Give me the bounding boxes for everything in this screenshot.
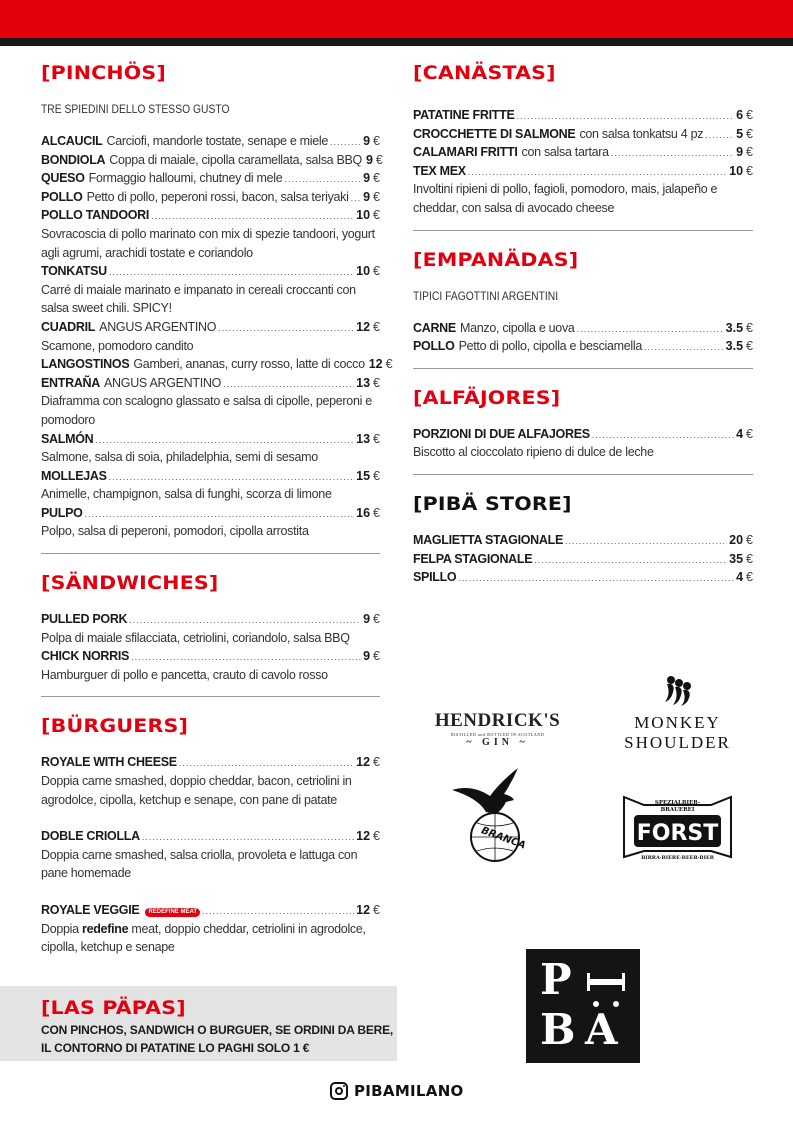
menu-items xyxy=(413,531,753,587)
item-name: SPILLO xyxy=(413,570,457,585)
item-description: Doppia carne smashed, salsa criolla, provoleta e lattuga con pane homemade xyxy=(41,847,358,881)
leader-dots xyxy=(534,551,727,570)
piba-logo: P B A xyxy=(526,949,640,1063)
item-name: PULPO xyxy=(41,505,83,520)
menu-item xyxy=(41,504,380,541)
monkey-shoulder-logo: MONKEY SHOULDER xyxy=(610,672,745,753)
menu-item xyxy=(41,206,380,262)
item-price: 9 € xyxy=(365,152,383,167)
section-alfajores xyxy=(413,385,753,475)
section-title: [EMPANÄDAS] xyxy=(413,248,579,271)
item-price: 35 € xyxy=(729,551,753,566)
leader-dots xyxy=(109,468,354,487)
leader-dots xyxy=(202,902,354,921)
item-price: 4 € xyxy=(736,570,753,585)
menu-item xyxy=(413,143,753,162)
leader-dots xyxy=(284,170,361,189)
leader-dots xyxy=(611,144,734,163)
item-price: 9 € xyxy=(363,189,380,204)
item-price: 12 € xyxy=(356,755,380,770)
item-name: LANGOSTINOS xyxy=(41,357,130,372)
leader-dots xyxy=(705,126,734,145)
item-price: 16 € xyxy=(356,505,380,520)
menu-items xyxy=(413,319,753,356)
menu-item xyxy=(413,125,753,144)
item-subtitle: Petto di pollo, peperoni rossi, bacon, salsa teriyaki xyxy=(86,189,349,204)
section-title: [PINCHÖS] xyxy=(41,62,167,84)
menu-items xyxy=(413,425,753,462)
leader-dots xyxy=(151,207,354,226)
item-name: MAGLIETTA STAGIONALE xyxy=(413,532,564,547)
menu-items xyxy=(41,753,380,956)
item-subtitle: Gamberi, ananas, curry rosso, latte di cocco xyxy=(133,357,365,372)
item-name: PULLED PORK xyxy=(41,612,128,627)
item-name: POLLO xyxy=(41,189,83,204)
menu-item xyxy=(413,531,753,550)
item-subtitle: con salsa tartara xyxy=(521,145,609,160)
redefine-meat-badge-icon: REDEFINE MEAT xyxy=(145,908,200,917)
section-empanadas xyxy=(413,247,753,369)
item-name: ENTRAÑA xyxy=(41,375,101,390)
leader-dots xyxy=(95,431,354,450)
item-subtitle: ANGUS ARGENTINO xyxy=(104,375,222,390)
item-subtitle: Formaggio halloumi, chutney di mele xyxy=(88,171,283,186)
papas-note-line-1: CON PINCHOS, SANDWICH O BURGUER, SE ORDINI DA BERE, xyxy=(41,1023,394,1037)
menu-item xyxy=(413,337,753,356)
item-name: PATATINE FRITTE xyxy=(413,108,515,122)
leader-dots xyxy=(218,319,354,338)
divider xyxy=(41,553,380,554)
menu-items xyxy=(41,132,393,541)
section-title: [SÄNDWICHES] xyxy=(41,572,219,595)
leader-dots xyxy=(85,505,355,524)
section-burguers xyxy=(41,713,380,956)
leader-dots xyxy=(458,569,734,588)
menu-item xyxy=(41,355,393,374)
item-price: 10 € xyxy=(356,264,380,279)
item-subtitle: Coppa di maiale, cipolla caramellata, salsa BBQ xyxy=(109,152,362,167)
item-subtitle: Carciofi, mandorle tostate, senape e miele xyxy=(106,134,329,148)
item-name: CUADRIL xyxy=(41,319,96,334)
section-pinchos xyxy=(41,60,393,554)
item-name: CROCCHETTE DI SALMONE xyxy=(413,126,576,141)
footer-social[interactable] xyxy=(330,1082,464,1100)
monkeys-icon xyxy=(658,672,698,708)
item-description: Biscotto al cioccolato ripieno di dulce de leche xyxy=(413,445,654,460)
section-subtitle: TIPICI FAGOTTINI ARGENTINI xyxy=(413,288,559,303)
leader-dots xyxy=(223,375,354,394)
item-description: Animelle, champignon, salsa di funghi, scorza di limone xyxy=(41,487,332,502)
item-price: 5 € xyxy=(736,126,753,141)
menu-item xyxy=(41,430,380,467)
leader-dots xyxy=(179,754,354,773)
section-store xyxy=(413,491,753,587)
svg-text:FORST: FORST xyxy=(636,821,719,846)
item-description: Involtini ripieni di pollo, fagioli, pomodoro, mais, jalapeño e cheddar, con salsa di avocado cheese xyxy=(413,182,718,215)
menu-item xyxy=(41,827,380,883)
item-name: FELPA STAGIONALE xyxy=(413,551,533,566)
menu-item xyxy=(413,550,753,569)
item-subtitle: Petto di pollo, cipolla e besciamella xyxy=(458,339,643,354)
item-name: BONDIOLA xyxy=(41,152,106,167)
menu-item xyxy=(41,169,380,188)
menu-items xyxy=(413,106,753,218)
menu-item xyxy=(413,106,753,125)
section-title: [LAS PÄPAS] xyxy=(41,997,186,1019)
item-description: Sovracoscia di pollo marinato con mix di spezie tandoori, yogurt agli agrumi, arachidi tostate e coriandolo xyxy=(41,226,375,260)
item-subtitle: ANGUS ARGENTINO xyxy=(99,319,217,334)
item-price: 12 € xyxy=(356,319,380,334)
instagram-icon xyxy=(330,1082,348,1100)
menu-item xyxy=(41,610,380,647)
leader-dots xyxy=(592,426,734,445)
divider xyxy=(41,696,380,697)
item-subtitle: Manzo, cipolla e uova xyxy=(459,320,575,335)
las-papas-box xyxy=(0,986,397,1061)
instagram-handle[interactable]: PIBAMILANO xyxy=(354,1082,464,1100)
right-column xyxy=(413,60,753,587)
item-name: CARNE xyxy=(413,320,456,335)
menu-item xyxy=(41,647,380,684)
item-price: 9 € xyxy=(736,145,753,160)
item-subtitle: con salsa tonkatsu 4 pz xyxy=(579,126,704,141)
item-price: 3.5 € xyxy=(725,320,753,335)
svg-text:SPEZIALBIER-: SPEZIALBIER- xyxy=(654,800,701,806)
divider xyxy=(413,368,753,369)
section-title: [BÜRGUERS] xyxy=(41,715,189,738)
item-description: Diaframma con scalogno glassato e salsa di cipolle, peperoni e pomodoro xyxy=(41,394,372,427)
item-name: MOLLEJAS xyxy=(41,468,107,483)
item-name: TEX MEX xyxy=(413,163,466,178)
item-name: CALAMARI FRITTI xyxy=(413,145,518,160)
item-price: 9 € xyxy=(363,134,380,148)
section-title: [PIBÄ STORE] xyxy=(413,492,572,515)
section-canastas xyxy=(413,60,753,231)
item-price: 20 € xyxy=(729,532,753,547)
item-price: 6 € xyxy=(736,108,753,122)
item-price: 10 € xyxy=(729,163,753,178)
svg-text:BRAUEREI: BRAUEREI xyxy=(660,807,695,813)
item-name: TONKATSU xyxy=(41,264,107,279)
top-red-band xyxy=(0,0,793,38)
item-price: 3.5 € xyxy=(725,339,753,354)
top-black-band xyxy=(0,38,793,46)
item-name: DOBLE CRIOLLA xyxy=(41,829,140,844)
section-title: [CANÄSTAS] xyxy=(413,62,556,84)
item-description: Doppia redefine meat, doppio cheddar, cetriolini in agrodolce, cipolla, ketchup e senape xyxy=(41,921,366,955)
item-name: POLLO TANDOORI xyxy=(41,208,150,223)
leader-dots xyxy=(129,611,361,630)
leader-dots xyxy=(351,189,362,208)
item-price: 15 € xyxy=(356,468,380,483)
menu-item xyxy=(41,467,380,504)
menu-item xyxy=(413,425,753,462)
item-name: POLLO xyxy=(413,339,455,354)
leader-dots xyxy=(131,648,361,667)
menu-item xyxy=(413,568,753,587)
item-price: 12 € xyxy=(368,357,393,372)
item-price: 9 € xyxy=(363,612,380,627)
menu-item xyxy=(413,319,753,338)
leader-dots xyxy=(109,263,354,282)
hendricks-gin-logo: HENDRICK'S DISTILLED and BOTTLED IN SCOTLAND ~ GIN ~ xyxy=(434,710,561,748)
section-subtitle: TRE SPIEDINI DELLO STESSO GUSTO xyxy=(41,102,230,116)
forst-beer-logo xyxy=(620,793,735,865)
menu-item xyxy=(41,262,380,318)
menu-item xyxy=(41,374,380,430)
divider xyxy=(413,230,753,231)
divider xyxy=(413,474,753,475)
leader-dots xyxy=(517,107,735,126)
item-description: Salmone, salsa di soia, philadelphia, semi di sesamo xyxy=(41,450,318,465)
item-price: 10 € xyxy=(356,208,380,223)
section-title: [ALFÄJORES] xyxy=(413,386,561,409)
menu-item xyxy=(41,188,380,207)
item-price: 13 € xyxy=(356,431,380,446)
fernet-branca-logo xyxy=(450,765,550,865)
menu-item xyxy=(41,901,380,957)
section-sandwiches xyxy=(41,570,380,697)
leader-dots xyxy=(142,828,354,847)
item-price: 13 € xyxy=(356,375,380,390)
item-name: ROYALE VEGGIE xyxy=(41,903,140,917)
item-price: 9 € xyxy=(363,649,380,664)
item-name: CHICK NORRIS xyxy=(41,649,130,664)
item-name: SALMÓN xyxy=(41,431,94,446)
item-description: Polpo, salsa di peperoni, pomodori, cipolla arrostita xyxy=(41,524,309,539)
item-description: Carré di maiale marinato e impanato in cereali croccanti con salsa sweet chili. SPICY! xyxy=(41,282,356,316)
item-price: 4 € xyxy=(736,426,753,441)
item-name: PORZIONI DI DUE ALFAJORES xyxy=(413,426,590,441)
item-name: QUESO xyxy=(41,171,85,186)
menu-item xyxy=(41,151,383,170)
menu-item xyxy=(41,318,380,355)
leader-dots xyxy=(565,532,727,551)
item-description: Hamburguer di pollo e pancetta, crauto di cavolo rosso xyxy=(41,667,328,682)
leader-dots xyxy=(577,320,724,339)
svg-text:BRANCA: BRANCA xyxy=(479,825,528,852)
item-description: Doppia carne smashed, doppio cheddar, bacon, cetriolini in agrodolce, cipolla, ketchup e senape, con pane di patate xyxy=(41,774,352,807)
menu-item xyxy=(41,753,380,809)
leader-dots xyxy=(468,163,727,182)
menu-item xyxy=(413,162,753,218)
item-price: 12 € xyxy=(356,829,380,844)
leader-dots xyxy=(644,338,724,357)
item-name: ROYALE WITH CHEESE xyxy=(41,755,177,770)
papas-note-line-2: IL CONTORNO DI PATATINE LO PAGHI SOLO 1 € xyxy=(41,1041,310,1055)
menu-items xyxy=(41,610,380,684)
left-column xyxy=(41,60,393,957)
svg-text:BIRRA·BIÈRE·BEER·BIER: BIRRA·BIÈRE·BEER·BIER xyxy=(641,855,714,861)
menu-item xyxy=(41,132,380,151)
item-description: Scamone, pomodoro candito xyxy=(41,338,194,353)
item-name: ALCAUCIL xyxy=(41,134,103,148)
leader-dots xyxy=(330,133,361,152)
item-description: Polpa di maiale sfilacciata, cetriolini, coriandolo, salsa BBQ xyxy=(41,630,350,645)
item-price: 9 € xyxy=(363,171,380,186)
item-price: 12 € xyxy=(356,903,380,917)
